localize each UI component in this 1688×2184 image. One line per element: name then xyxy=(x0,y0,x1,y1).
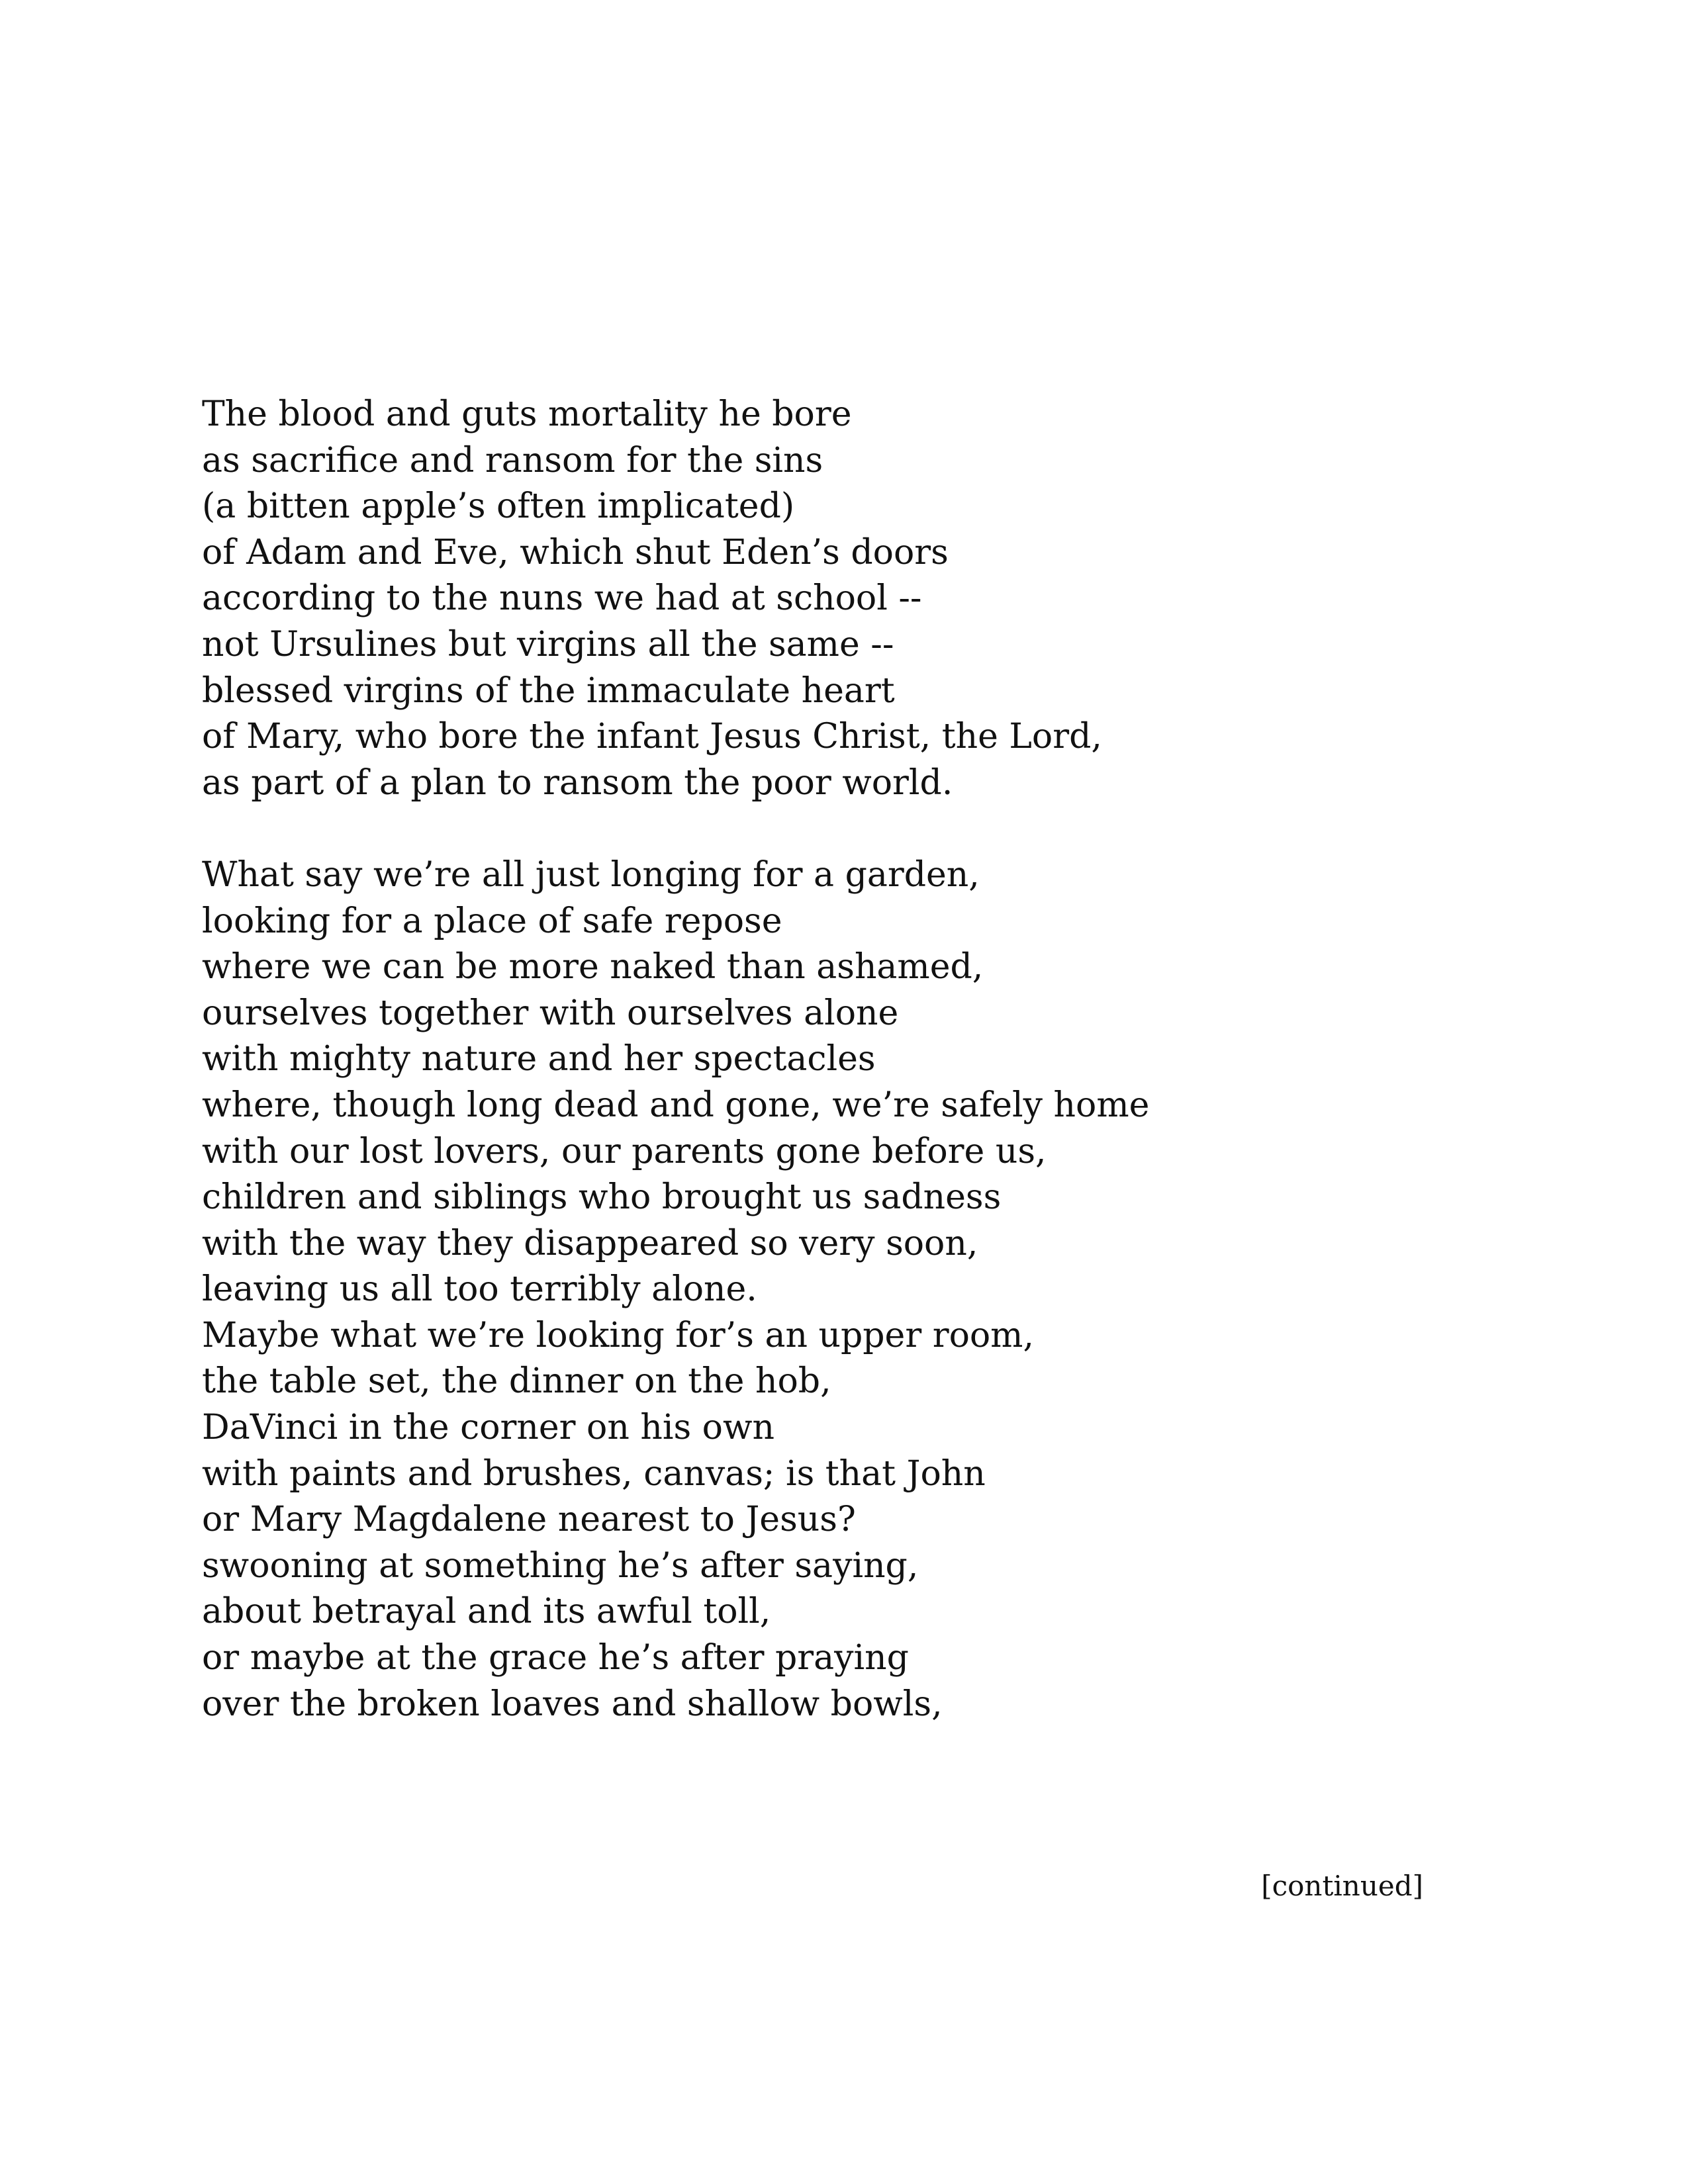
stanza-2 xyxy=(202,852,1493,1727)
poem-line: as part of a plan to ransom the poor world. xyxy=(202,762,953,803)
poem-line: looking for a place of safe repose xyxy=(202,901,782,941)
poem-line: children and siblings who brought us sadness xyxy=(202,1177,1002,1218)
poem-line: where we can be more naked than ashamed, xyxy=(202,947,984,987)
poem-line: where, though long dead and gone, we’re safely home xyxy=(202,1085,1150,1125)
poem-line: according to the nuns we had at school -- xyxy=(202,578,922,619)
poem-line: (a bitten apple’s often implicated) xyxy=(202,486,795,527)
poem-line: as sacrifice and ransom for the sins xyxy=(202,440,823,480)
poem-line: leaving us all too terribly alone. xyxy=(202,1269,757,1310)
poem-line: blessed virgins of the immaculate heart xyxy=(202,670,895,711)
poem-line: The blood and guts mortality he bore xyxy=(202,394,852,434)
poem-line: not Ursulines but virgins all the same -- xyxy=(202,624,894,664)
poem-line: with the way they disappeared so very soon, xyxy=(202,1223,978,1263)
poem-line: of Adam and Eve, which shut Eden’s doors xyxy=(202,532,949,572)
poem-line: ourselves together with ourselves alone xyxy=(202,993,899,1033)
poem-line: or maybe at the grace he’s after praying xyxy=(202,1638,909,1678)
continued-marker: [continued] xyxy=(1261,1870,1423,1902)
poem-line: with paints and brushes, canvas; is that John xyxy=(202,1453,986,1494)
poem-line: or Mary Magdalene nearest to Jesus? xyxy=(202,1500,856,1540)
poem-line: about betrayal and its awful toll, xyxy=(202,1592,771,1632)
poem-line: with our lost lovers, our parents gone before us, xyxy=(202,1131,1047,1171)
stanza-1 xyxy=(202,392,1493,806)
poem-line: What say we’re all just longing for a garden, xyxy=(202,854,980,895)
poem-line: Maybe what we’re looking for’s an upper room, xyxy=(202,1315,1035,1355)
poem-line: the table set, the dinner on the hob, xyxy=(202,1361,831,1402)
poem-line: swooning at something he’s after saying, xyxy=(202,1545,919,1586)
poem-line: over the broken loaves and shallow bowls, xyxy=(202,1684,943,1724)
poem-line: DaVinci in the corner on his own xyxy=(202,1408,774,1448)
poem-body xyxy=(202,392,1493,1727)
poem-line: of Mary, who bore the infant Jesus Christ, the Lord, xyxy=(202,717,1102,757)
poem-line: with mighty nature and her spectacles xyxy=(202,1039,876,1079)
